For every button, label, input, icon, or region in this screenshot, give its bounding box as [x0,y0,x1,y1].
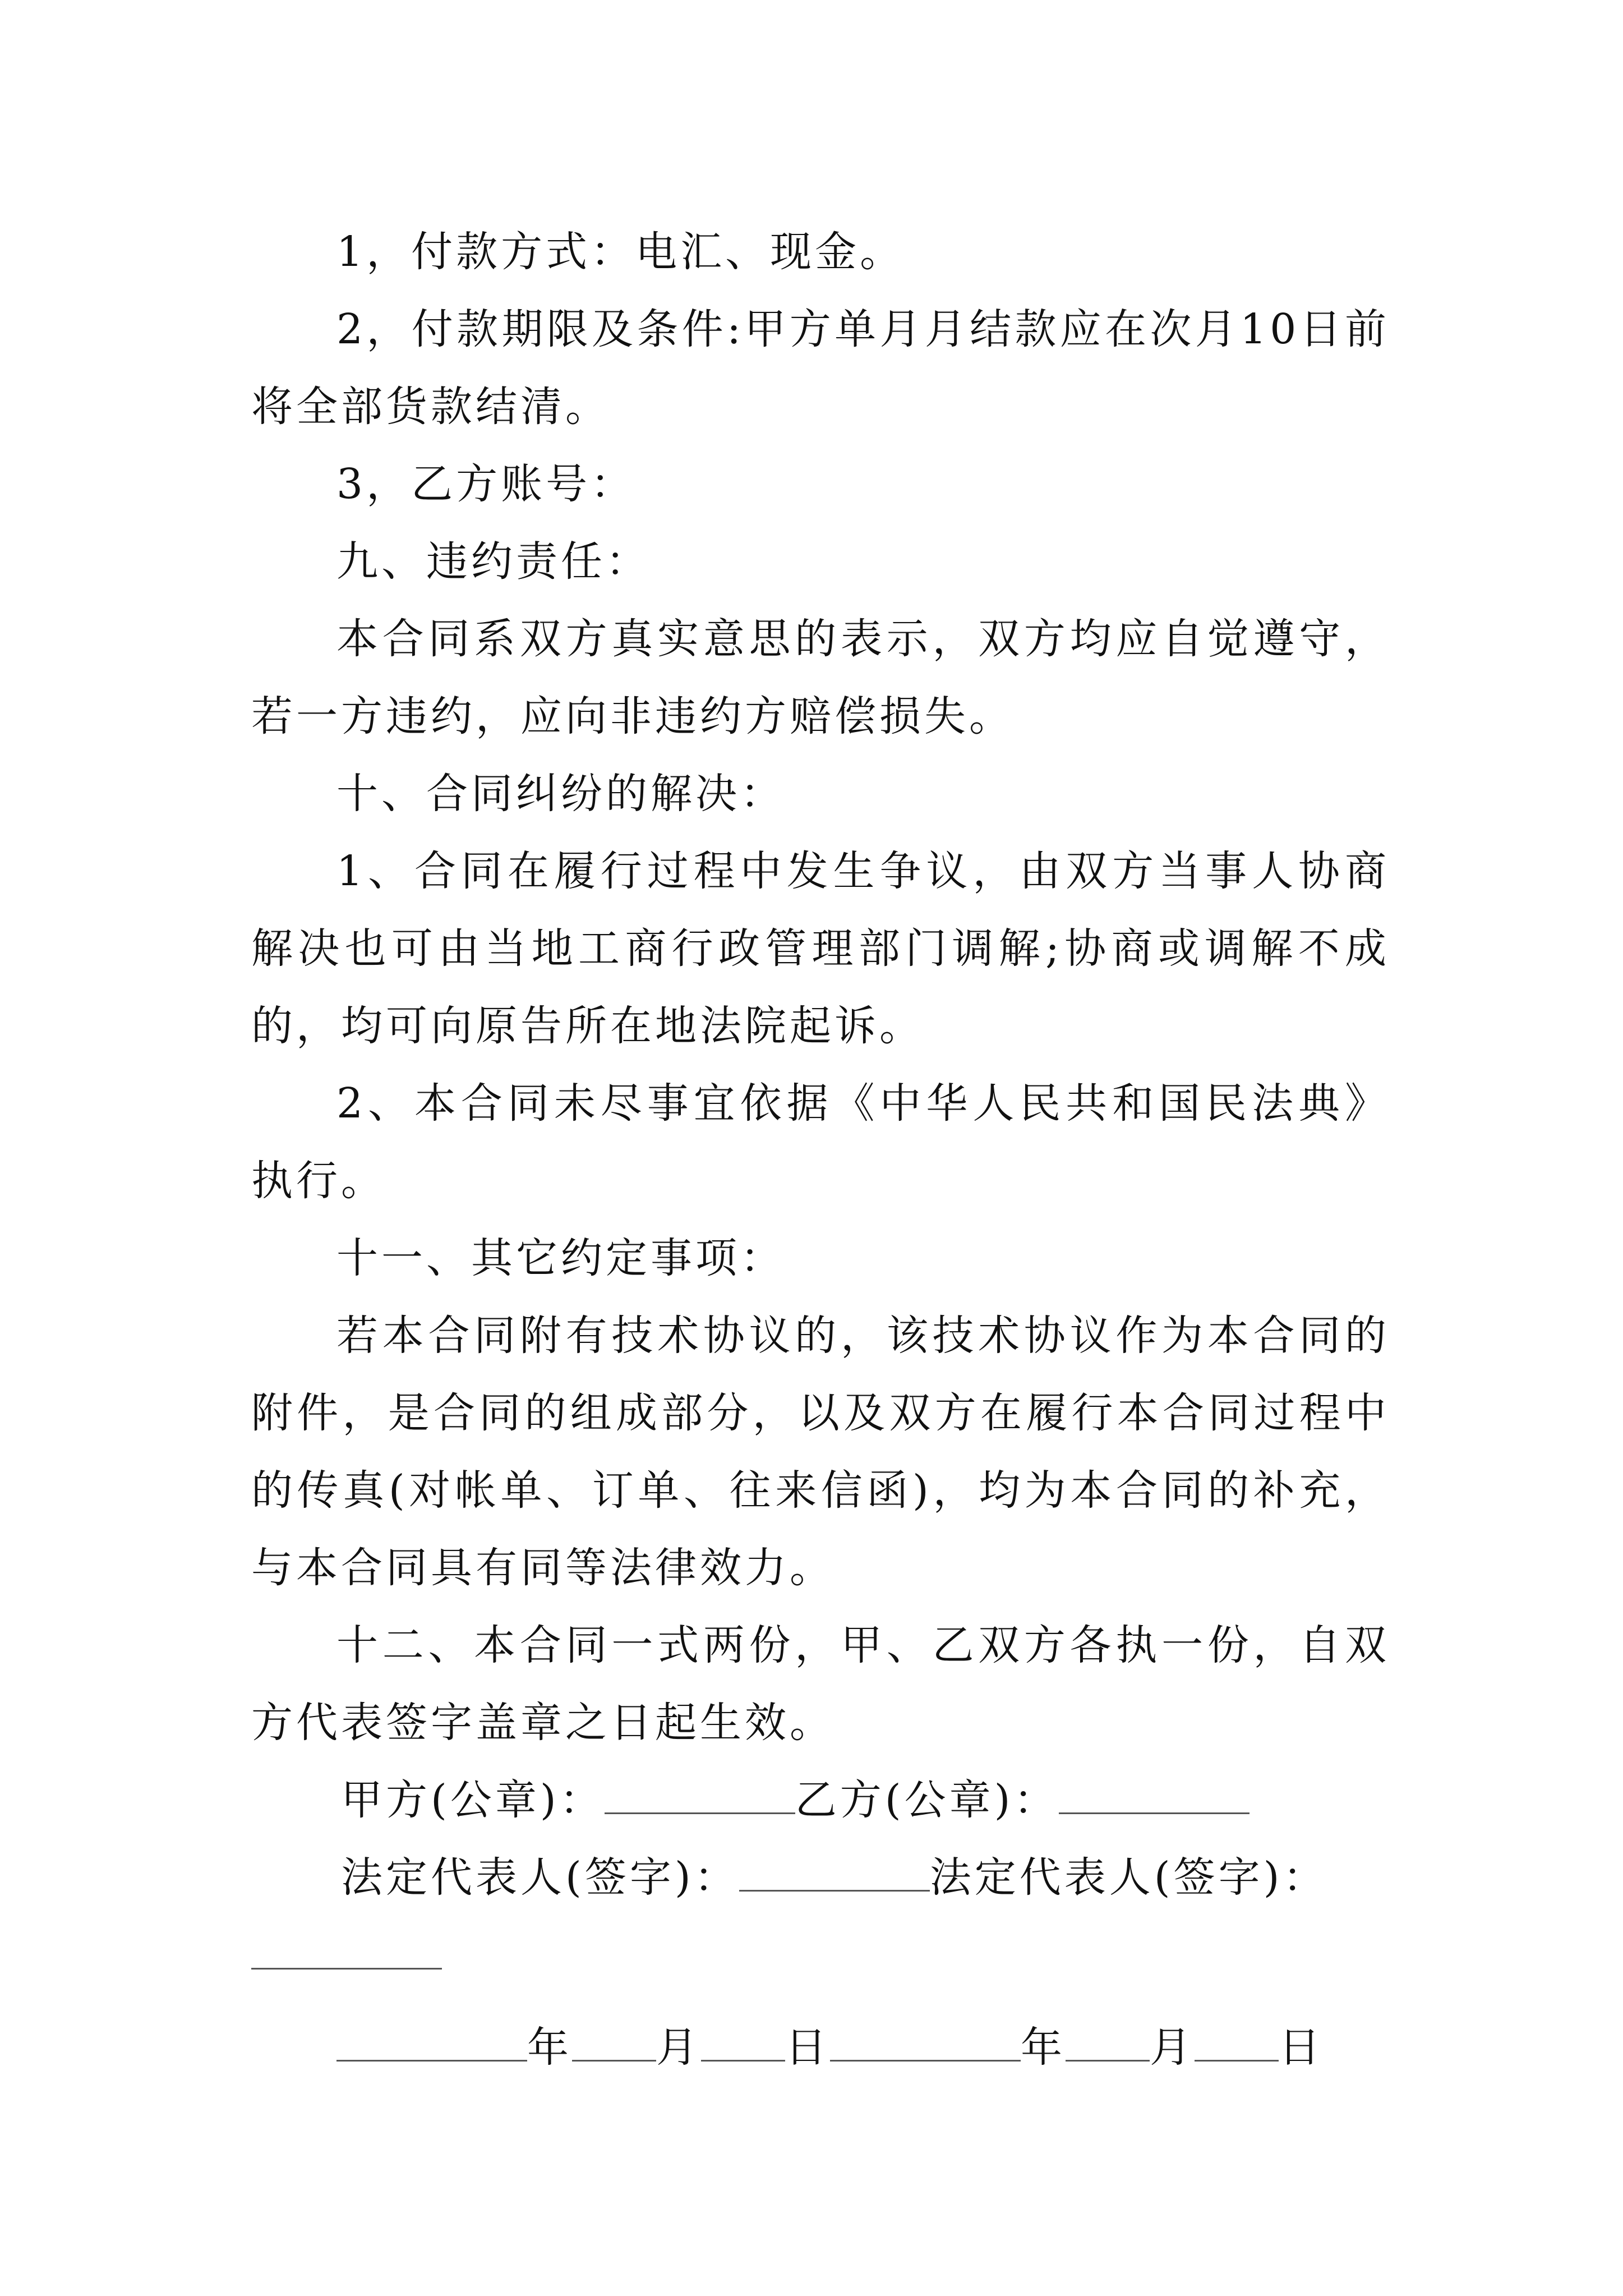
section-heading-other: 十一、其它约定事项： [336,1234,785,1282]
contract-body [251,213,1390,2086]
party-b-day-blank [1195,2027,1279,2062]
party-b-day-label: 日 [1279,2023,1324,2072]
party-b-month-label: 月 [1150,2023,1195,2072]
dispute-clause-1: 1、合同在履行过程中发生争议，由双方当事人协商解决也可由当地工商行政管理部门调解;协商或调解不成的，均可向原告所在地法院起诉。 [251,847,1390,1050]
party-a-rep-label: 法定代表人(签字)： [341,1853,739,1902]
party-a-day-blank [701,2027,785,2062]
party-b-month-blank [1066,2027,1150,2062]
party-b-rep-label: 法定代表人(签字)： [929,1853,1328,1902]
party-a-seal-blank [605,1780,795,1814]
payment-term-clause: 2，付款期限及条件:甲方单月月结款应在次月10日前将全部货款结清。 [251,305,1390,431]
dispute-clause-2: 2、本合同未尽事宜依据《中华人民共和国民法典》执行。 [251,1079,1390,1205]
party-b-rep-blank [251,1916,442,1970]
section-heading-breach: 九、违约责任： [336,537,651,586]
payment-method-clause: 1，付款方式：电汇、现金。 [336,228,905,276]
other-terms-clause: 若本合同附有技术协议的，该技术协议作为本合同的附件，是合同的组成部分，以及双方在履行本合同过程中的传真(对帐单、订单、往来信函)，均为本合同的补充，与本合同具有同等法律效力。 [251,1312,1390,1592]
party-a-seal-label: 甲方(公章)： [341,1776,605,1824]
account-number-clause: 3，乙方账号： [336,460,636,508]
party-a-rep-blank [739,1857,930,1892]
party-b-seal-label: 乙方(公章)： [795,1776,1059,1824]
breach-clause: 本合同系双方真实意思的表示，双方均应自觉遵守，若一方违约，应向非违约方赔偿损失。 [251,615,1390,740]
party-a-day-label: 日 [785,2023,830,2072]
party-a-month-label: 月 [656,2023,701,2072]
representative-line [251,1839,1390,1916]
date-line [251,2009,1390,2086]
party-a-year-label: 年 [527,2023,572,2072]
party-a-month-blank [572,2027,656,2062]
copies-clause: 十二、本合同一式两份，甲、乙双方各执一份，自双方代表签字盖章之日起生效。 [251,1621,1390,1747]
party-b-year-label: 年 [1021,2023,1066,2072]
party-b-year-blank [830,2027,1021,2062]
section-heading-dispute: 十、合同纠纷的解决： [336,770,785,818]
party-a-year-blank [336,2027,527,2062]
party-b-seal-blank [1059,1780,1249,1814]
seal-line [251,1761,1390,1839]
